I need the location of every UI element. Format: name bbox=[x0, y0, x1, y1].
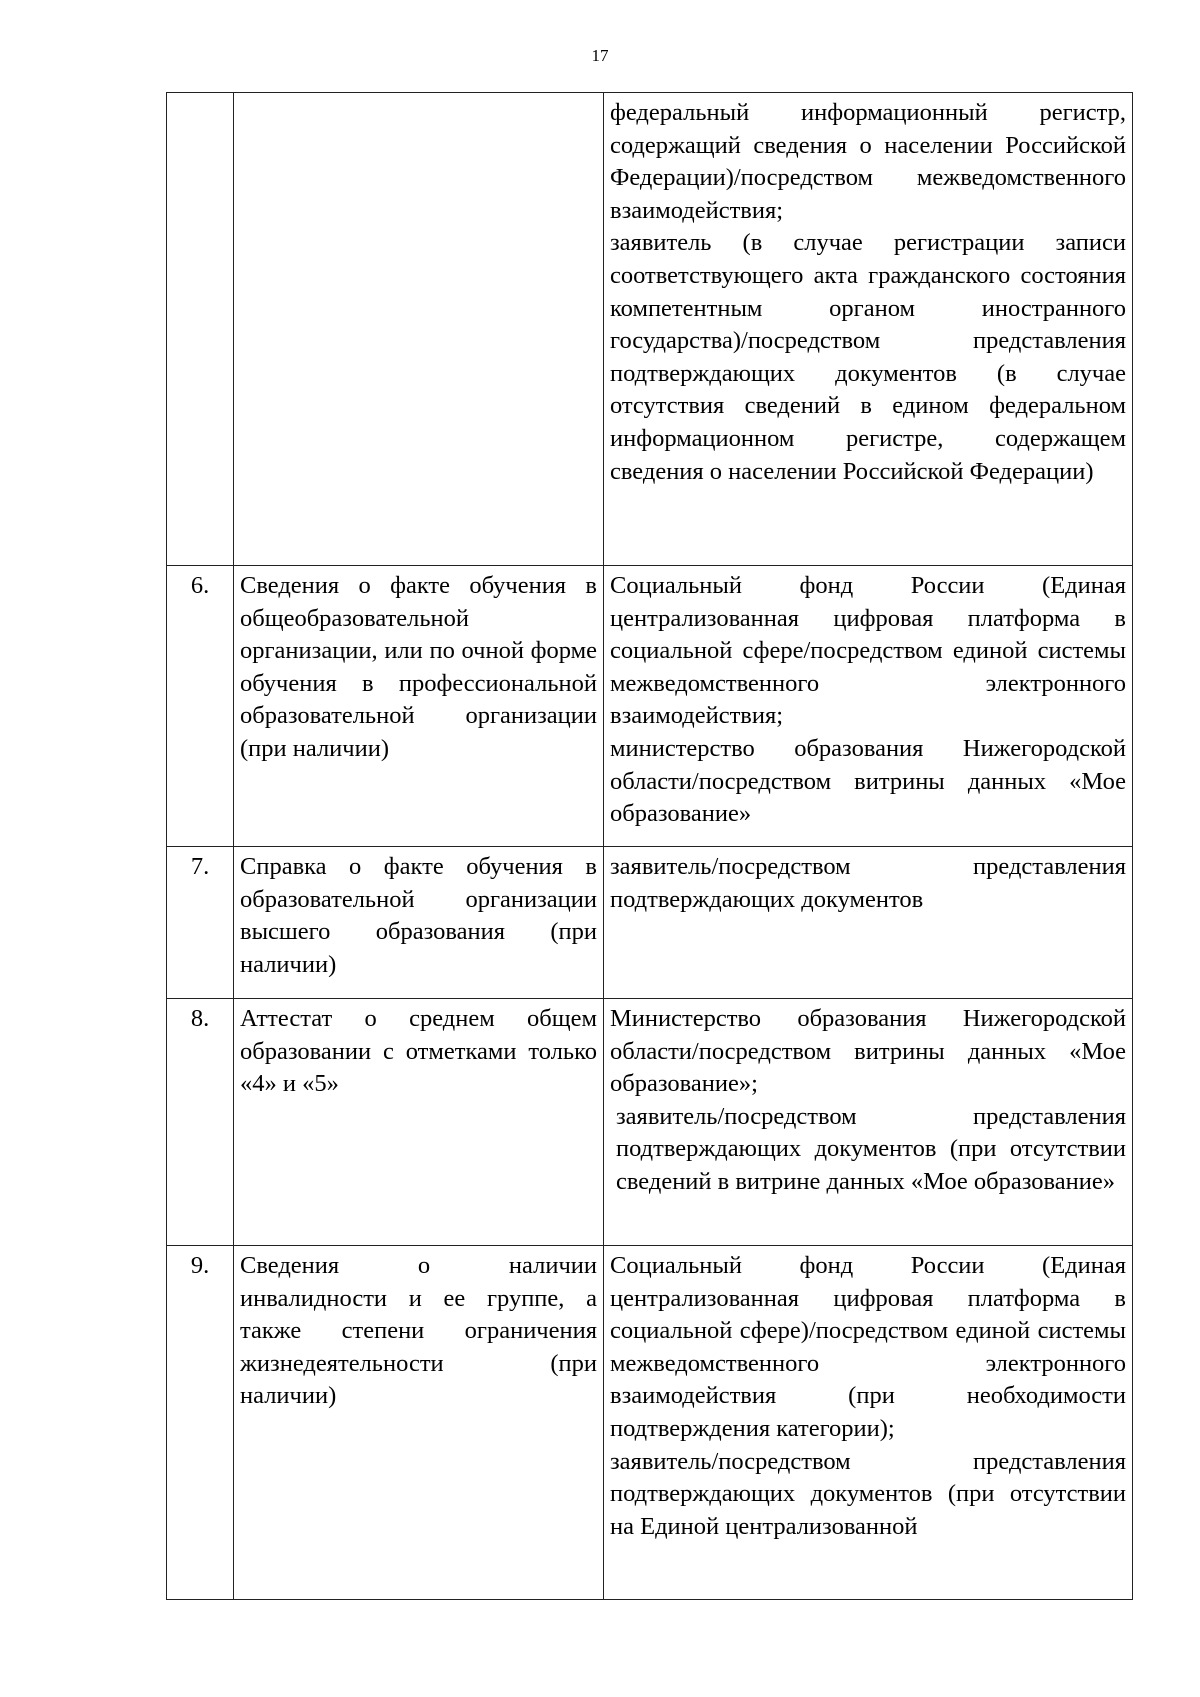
document-name bbox=[234, 93, 604, 566]
source-paragraph: Министерство образования Нижегородской области/посредством витрины данных «Мое образование»; bbox=[610, 1005, 1126, 1098]
document-name: Сведения о факте обучения в общеобразовательной организации, или по очной форме обучения в профессиональной образовательной организации (при наличии) bbox=[234, 566, 604, 847]
row-number bbox=[167, 93, 234, 566]
documents-table bbox=[166, 92, 1133, 1600]
source-cell bbox=[604, 999, 1133, 1246]
table-row bbox=[167, 93, 1133, 566]
row-number: 7. bbox=[167, 847, 234, 999]
row-number: 9. bbox=[167, 1246, 234, 1600]
source-cell bbox=[604, 1246, 1133, 1600]
source-paragraph: заявитель (в случае регистрации записи соответствующего акта гражданского состояния компетентным органом иностранного государства)/посредством представления подтверждающих документов (в случае отсутствия сведений в едином федеральном информационном регистре, содержащем сведения о населении Российской Федерации) bbox=[610, 229, 1126, 485]
table-row bbox=[167, 1246, 1133, 1600]
row-number: 8. bbox=[167, 999, 234, 1246]
source-cell bbox=[604, 566, 1133, 847]
table-row bbox=[167, 999, 1133, 1246]
source-cell bbox=[604, 847, 1133, 999]
source-paragraph: заявитель/посредством представления подтверждающих документов (при отсутствии сведений в витрине данных «Мое образование» bbox=[616, 1102, 1126, 1195]
source-paragraph: заявитель/посредством представления подтверждающих документов (при отсутствии на Единой централизованной bbox=[610, 1447, 1126, 1540]
document-name: Аттестат о среднем общем образовании с отметками только «4» и «5» bbox=[234, 999, 604, 1246]
source-paragraph: Социальный фонд России (Единая централизованная цифровая платформа в социальной сфере)/посредством единой системы межведомственного электронного взаимодействия (при необходимости подтверждения категории); bbox=[610, 1252, 1126, 1442]
page-number: 17 bbox=[591, 46, 609, 65]
document-name: Справка о факте обучения в образовательной организации высшего образования (при наличии) bbox=[234, 847, 604, 999]
source-paragraph: заявитель/посредством представления подтверждающих документов bbox=[610, 853, 1126, 913]
row-number: 6. bbox=[167, 566, 234, 847]
source-paragraph: министерство образования Нижегородской области/посредством витрины данных «Мое образование» bbox=[610, 734, 1126, 828]
table-row bbox=[167, 566, 1133, 847]
table-row bbox=[167, 847, 1133, 999]
source-paragraph: Социальный фонд России (Единая централизованная цифровая платформа в социальной сфере/посредством единой системы межведомственного электронного взаимодействия; bbox=[610, 572, 1126, 730]
source-cell bbox=[604, 93, 1133, 566]
source-paragraph: федеральный информационный регистр, содержащий сведения о населении Российской Федерации)/посредством межведомственного взаимодействия; bbox=[610, 99, 1126, 224]
document-name: Сведения о наличии инвалидности и ее группе, а также степени ограничения жизнедеятельности (при наличии) bbox=[234, 1246, 604, 1600]
